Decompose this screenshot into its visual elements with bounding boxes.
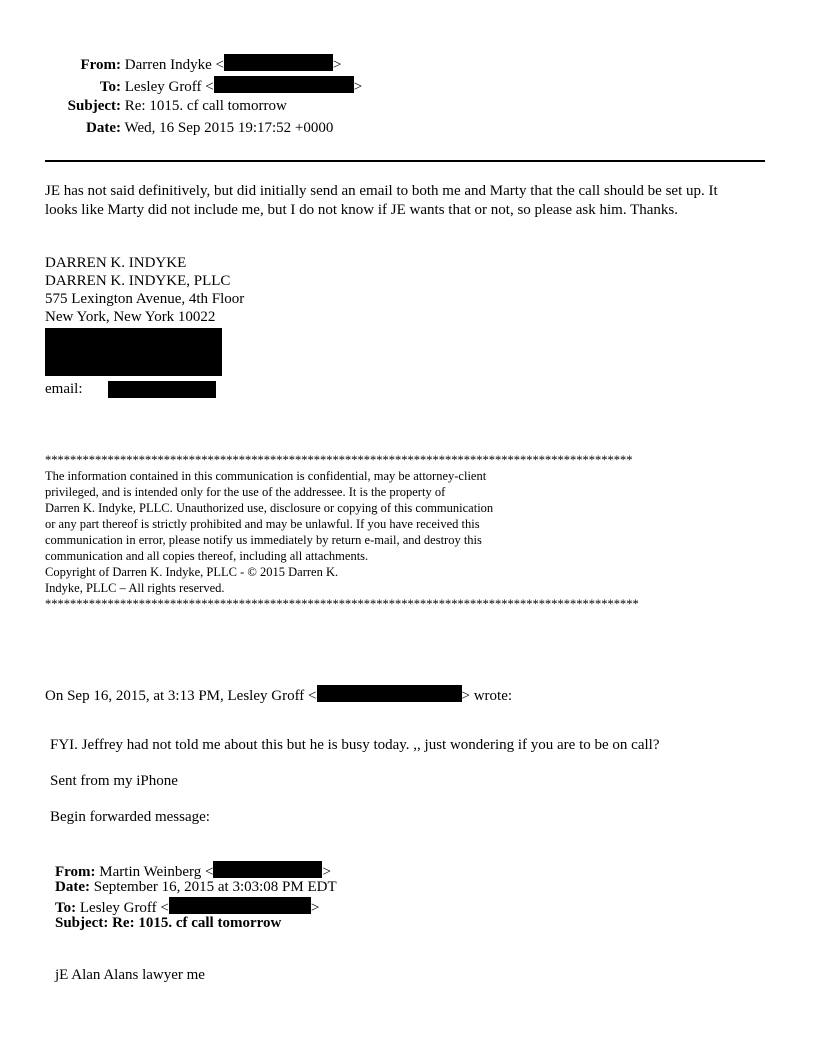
forwarded-date-label: Date: <box>55 879 90 895</box>
header-to-row <box>62 76 362 96</box>
header-from-label: From: <box>80 57 121 73</box>
header-date-value: Wed, 16 Sep 2015 19:17:52 +0000 <box>124 120 334 136</box>
disclaimer-line: Copyright of Darren K. Indyke, PLLC - © 2015 Darren K. <box>45 565 339 579</box>
disclaimer-stars-top: ********************************************************************************************** <box>45 453 633 467</box>
header-from-close: > <box>333 57 342 73</box>
signature-address-1: 575 Lexington Avenue, 4th Floor <box>45 291 245 307</box>
header-subject-value: Re: 1015. cf call tomorrow <box>124 98 287 114</box>
forwarded-to-label: To: <box>55 900 77 916</box>
signature-firm: DARREN K. INDYKE, PLLC <box>45 273 231 289</box>
signature-email-row <box>45 381 83 398</box>
forwarded-to-row <box>55 897 319 917</box>
disclaimer-line: The information contained in this communication is confidential, may be attorney-client <box>45 469 487 483</box>
forwarded-date-row <box>55 879 337 896</box>
header-date-label: Date: <box>86 120 121 136</box>
signature-name: DARREN K. INDYKE <box>45 255 187 271</box>
redaction-block <box>45 328 222 376</box>
forwarded-to-close: > <box>310 900 320 916</box>
redaction-block <box>169 897 311 914</box>
forwarded-subject-label: Subject: <box>55 915 109 931</box>
header-to-label: To: <box>99 79 121 95</box>
quoted-sent-from: Sent from my iPhone <box>50 773 178 789</box>
disclaimer-stars-bottom: *********************************************************************************************** <box>45 597 639 611</box>
disclaimer-line: Darren K. Indyke, PLLC. Unauthorized use, disclosure or copying of this communication <box>45 501 494 515</box>
forwarded-subject-value: Re: 1015. cf call tomorrow <box>112 915 282 931</box>
forwarded-from-name: Martin Weinberg < <box>99 864 214 880</box>
forwarded-date-value: September 16, 2015 at 3:03:08 PM EDT <box>93 879 337 895</box>
forwarded-from-row <box>55 861 331 881</box>
disclaimer-line: communication and all copies thereof, including all attachments. <box>45 549 369 563</box>
signature-email-label: email: <box>45 381 83 397</box>
quoted-intro-post: > wrote: <box>461 688 513 704</box>
forwarded-to-name: Lesley Groff < <box>79 900 169 916</box>
header-date-row <box>62 120 333 137</box>
disclaimer-line: Indyke, PLLC – All rights reserved. <box>45 581 225 595</box>
quoted-intro <box>45 685 512 705</box>
redaction-block <box>317 685 462 702</box>
header-to-name: Lesley Groff < <box>124 79 214 95</box>
header-from-name: Darren Indyke < <box>124 57 225 73</box>
forwarded-subject-row <box>55 915 281 932</box>
disclaimer-line: privileged, and is intended only for the use of the addressee. It is the property of <box>45 485 446 499</box>
redaction-block <box>108 381 216 398</box>
forwarded-from-close: > <box>322 864 331 880</box>
quoted-fyi: FYI. Jeffrey had not told me about this but he is busy today. ,, just wondering if you are to be on call? <box>50 737 660 753</box>
quoted-intro-pre: On Sep 16, 2015, at 3:13 PM, Lesley Groff < <box>45 688 317 704</box>
header-subject-row <box>62 98 287 115</box>
disclaimer-line: or any part thereof is strictly prohibited and may be unlawful. If you have received this <box>45 517 480 531</box>
header-divider <box>45 160 765 162</box>
forwarded-from-label: From: <box>55 864 96 880</box>
redaction-block <box>224 54 333 71</box>
header-subject-label: Subject: <box>67 98 121 114</box>
body-line-1: JE has not said definitively, but did initially send an email to both me and Marty that the call should be set up. It <box>45 183 718 199</box>
header-from-row <box>62 54 341 74</box>
forwarded-body: jE Alan Alans lawyer me <box>55 967 205 983</box>
header-to-close: > <box>353 79 363 95</box>
redaction-block <box>214 76 354 93</box>
disclaimer-line: communication in error, please notify us immediately by return e-mail, and destroy this <box>45 533 482 547</box>
quoted-begin-forwarded: Begin forwarded message: <box>50 809 210 825</box>
redaction-block <box>213 861 322 878</box>
body-line-2: looks like Marty did not include me, but I do not know if JE wants that or not, so please ask him. Thanks. <box>45 202 678 218</box>
signature-address-2: New York, New York 10022 <box>45 309 216 325</box>
